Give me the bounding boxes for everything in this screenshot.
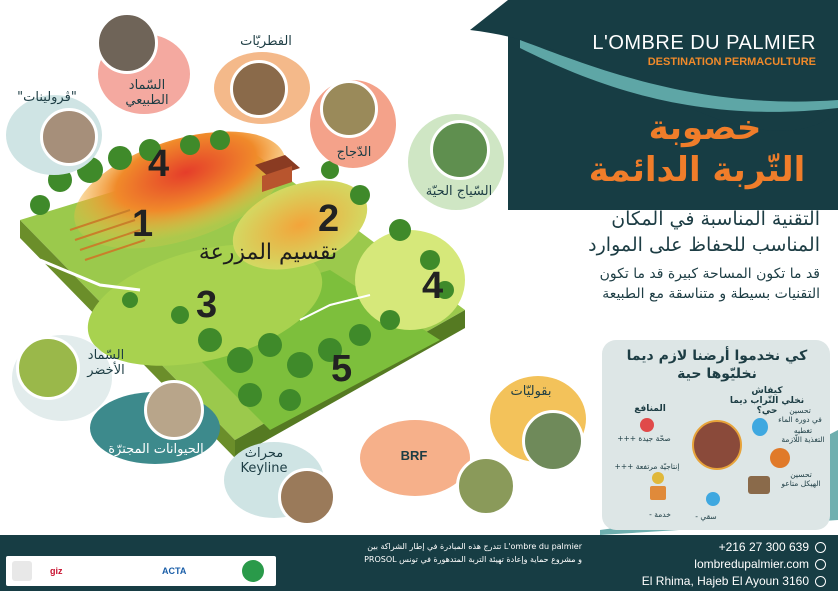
health-icon (640, 418, 654, 432)
phone-icon (815, 542, 826, 553)
green-manure-label: السّماد الأخضر (87, 348, 125, 378)
brand-subtitle: DESTINATION PERMACULTURE (647, 56, 816, 68)
farm-division-label: تقسيم المزرعة (198, 240, 338, 265)
green-manure-photo (16, 336, 80, 400)
description (470, 264, 820, 304)
zone-number-5: 5 (331, 348, 353, 390)
zone-number-4-right: 4 (422, 265, 444, 307)
productivity-icon (652, 472, 664, 484)
subtitle (470, 206, 820, 258)
chickens-photo (320, 80, 378, 138)
brf-photo (456, 456, 516, 516)
eu-flag-icon (12, 561, 32, 581)
description-line-2: التقنيات بسيطة و متناسقة مع الطبيعة (602, 286, 820, 302)
description-line-1: قد ما تكون المساحة كبيرة قد ما تكون (599, 266, 820, 282)
chickens-label: الدّجاج (336, 145, 372, 160)
zone-number-3: 3 (196, 284, 218, 326)
subtitle-line-1: التقنية المناسبة في المكان (611, 208, 820, 230)
work-text: خدمة - (649, 510, 671, 519)
worm-compost-photo (40, 108, 98, 166)
brf-label: BRF (400, 448, 428, 463)
water-drop-icon (752, 418, 768, 436)
keyline-photo (278, 468, 336, 526)
contact-address: El Rhima, Hajeb El Ayoun 3160 (626, 574, 826, 588)
contact-website[interactable]: lombredupalmier.com (626, 557, 826, 571)
partner-logos (6, 556, 276, 586)
hedge-label: السّياج الحيّة (425, 184, 493, 199)
title-line-1: خصوبة (648, 108, 762, 148)
health-text: صحّة جيدة +++ (617, 434, 671, 443)
soil-center-icon (692, 420, 742, 470)
productivity-text: إنتاجيّة مرتفعة +++ (614, 462, 680, 471)
grazing-photo (144, 380, 204, 440)
water-cycle-text: تحسين في دورة الماء (778, 406, 822, 424)
location-icon (815, 576, 826, 587)
zone-number-1: 1 (132, 203, 154, 245)
title-line-2: التّربة الدائمة (588, 150, 806, 190)
worm-compost-label: "ڨرولينات" (17, 90, 77, 105)
nutrients-text: تغطيه التغذية اللّازمة (781, 426, 825, 444)
acta-logo: ACTA (162, 566, 187, 576)
living-soil-title: كي نخدموا أرضنا لازم ديما نخليّوها حية (626, 348, 808, 382)
brand-title: L'OMBRE DU PALMIER (592, 32, 816, 54)
zone-number-2: 2 (318, 198, 340, 240)
globe-icon (815, 559, 826, 570)
structure-text: تحسين الهيكل متاعو (781, 470, 821, 488)
compost-label: السّماد الطبيعي (125, 78, 169, 108)
contact-phone[interactable]: +216 27 300 639 (626, 540, 826, 554)
legumes-photo (522, 410, 584, 472)
grazing-label: الحيوانات المجترّة (108, 442, 204, 457)
nutrients-icon (770, 448, 790, 468)
giz-logo: giz (50, 566, 63, 576)
zone-number-4-left: 4 (148, 143, 170, 185)
compost-photo (96, 12, 158, 74)
watering-icon (706, 492, 720, 506)
benefits-heading: المنافع (634, 404, 666, 414)
watering-text: سقي - (695, 512, 717, 521)
fungi-photo (230, 60, 288, 118)
keyline-label: محراث Keyline (240, 446, 288, 476)
fungi-label: الفطريّات (240, 34, 292, 49)
structure-icon (748, 476, 770, 494)
tool-icon (650, 486, 666, 500)
footer-partnership-text: L'ombre du palmier تتدرج هذه المبادرة في إطار الشراكة بين و مشروع حماية وإعادة تهيئة التربة المتدهورة في تونس PROSOL (364, 542, 582, 564)
brand (576, 32, 816, 68)
hedge-photo (430, 120, 490, 180)
subtitle-line-2: المناسب للحفاظ على الموارد (588, 234, 820, 256)
legumes-label: بقوليّات (510, 384, 552, 399)
soil-question: كيفاش نخلي التّراب ديما حي؟ (729, 386, 805, 416)
